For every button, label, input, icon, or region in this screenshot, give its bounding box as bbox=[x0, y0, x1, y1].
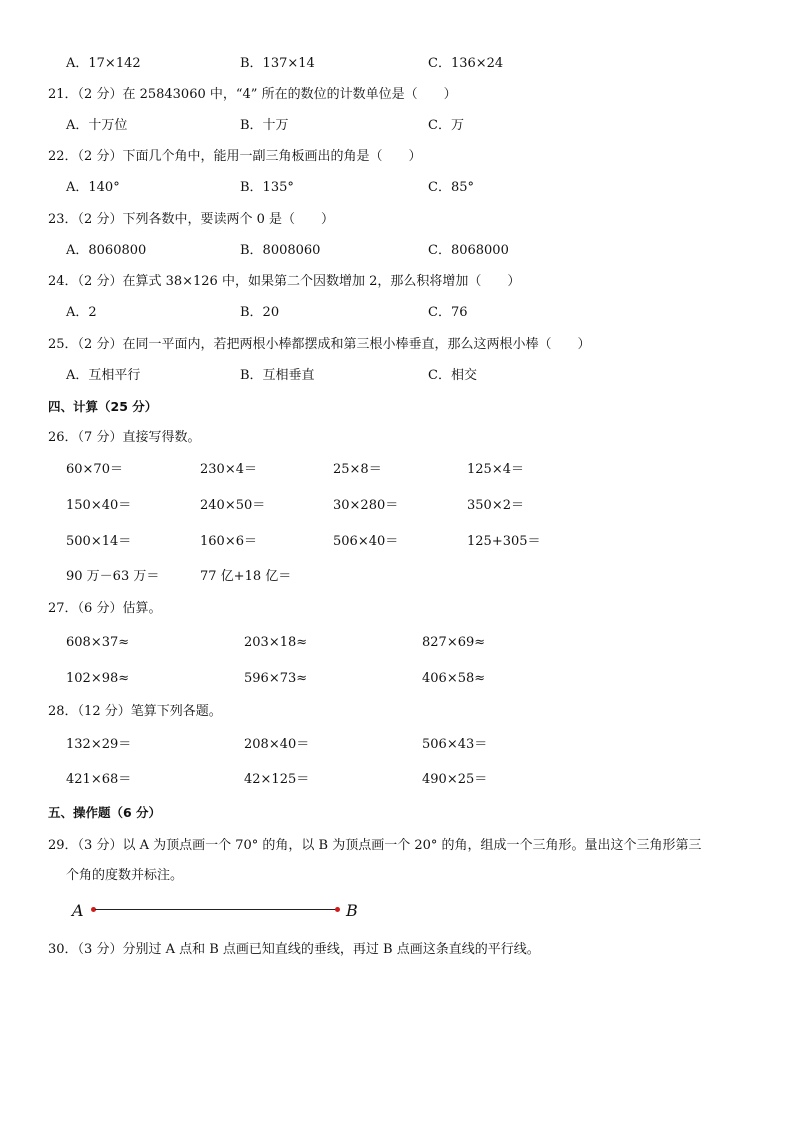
q26-item: 350×2＝ bbox=[467, 498, 524, 513]
q28-stem: 28．（12 分）笔算下列各题。 bbox=[48, 704, 222, 719]
q27-stem: 27．（6 分）估算。 bbox=[48, 601, 162, 616]
q28-item: 42×125＝ bbox=[244, 772, 310, 787]
q26-item: 160×6＝ bbox=[200, 534, 257, 549]
q26-item: 150×40＝ bbox=[66, 498, 132, 513]
q29-stem-line1: 29．（3 分）以 A 为顶点画一个 70° 的角，以 B 为顶点画一个 20° 的角，组成一个三角形。量出这个三角形第三 bbox=[48, 838, 702, 853]
q24-option-c: C．76 bbox=[428, 305, 468, 320]
q26-item: 230×4＝ bbox=[200, 462, 257, 477]
section-heading-operation: 五、操作题（6 分） bbox=[48, 805, 162, 820]
q28-item: 132×29＝ bbox=[66, 737, 132, 752]
q27-item: 827×69≈ bbox=[422, 635, 486, 650]
q21-option-b: B．十万 bbox=[240, 118, 289, 133]
q27-item: 608×37≈ bbox=[66, 635, 130, 650]
q24-option-b: B．20 bbox=[240, 305, 280, 320]
q24-stem: 24．（2 分）在算式 38×126 中，如果第二个因数增加 2，那么积将增加（ ） bbox=[48, 274, 521, 289]
q25-option-a: A．互相平行 bbox=[66, 368, 141, 383]
q29-stem-line2: 个角的度数并标注。 bbox=[66, 868, 184, 883]
q26-item: 30×280＝ bbox=[333, 498, 399, 513]
q22-option-c: C．85° bbox=[428, 180, 474, 195]
q22-stem: 22．（2 分）下面几个角中，能用一副三角板画出的角是（ ） bbox=[48, 149, 422, 164]
point-b-dot bbox=[335, 907, 340, 912]
q23-option-b: B．8008060 bbox=[240, 243, 321, 258]
q20-option-c: C．136×24 bbox=[428, 56, 504, 71]
q25-option-b: B．互相垂直 bbox=[240, 368, 315, 383]
q27-item: 596×73≈ bbox=[244, 671, 308, 686]
q23-option-a: A．8060800 bbox=[66, 243, 147, 258]
q26-item: 90 万－63 万＝ bbox=[66, 569, 160, 584]
q27-item: 406×58≈ bbox=[422, 671, 486, 686]
q26-item: 60×70＝ bbox=[66, 462, 123, 477]
q28-item: 490×25＝ bbox=[422, 772, 488, 787]
q25-option-c: C．相交 bbox=[428, 368, 477, 383]
point-a-label: A bbox=[72, 901, 84, 920]
q26-item: 500×14＝ bbox=[66, 534, 132, 549]
q24-option-a: A．2 bbox=[66, 305, 97, 320]
q28-item: 421×68＝ bbox=[66, 772, 132, 787]
section-heading-calculation: 四、计算（25 分） bbox=[48, 399, 158, 414]
q26-item: 125+305＝ bbox=[467, 534, 541, 549]
q26-item: 125×4＝ bbox=[467, 462, 524, 477]
point-b-label: B bbox=[346, 901, 358, 920]
q25-stem: 25．（2 分）在同一平面内，若把两根小棒都摆成和第三根小棒垂直，那么这两根小棒（ ） bbox=[48, 337, 591, 352]
q21-stem: 21．（2 分）在 25843060 中，“4” 所在的数位的计数单位是（ ） bbox=[48, 87, 457, 102]
q23-option-c: C．8068000 bbox=[428, 243, 509, 258]
q26-item: 506×40＝ bbox=[333, 534, 399, 549]
segment-ab bbox=[95, 909, 337, 910]
q28-item: 208×40＝ bbox=[244, 737, 310, 752]
q26-stem: 26．（7 分）直接写得数。 bbox=[48, 430, 201, 445]
q21-option-c: C．万 bbox=[428, 118, 464, 133]
q20-option-a: A．17×142 bbox=[66, 56, 141, 71]
q26-item: 25×8＝ bbox=[333, 462, 382, 477]
q26-item: 240×50＝ bbox=[200, 498, 266, 513]
q27-item: 203×18≈ bbox=[244, 635, 308, 650]
q22-option-b: B．135° bbox=[240, 180, 294, 195]
q30-stem: 30．（3 分）分别过 A 点和 B 点画已知直线的垂线，再过 B 点画这条直线的平行线。 bbox=[48, 942, 540, 957]
q27-item: 102×98≈ bbox=[66, 671, 130, 686]
q21-option-a: A．十万位 bbox=[66, 118, 128, 133]
q20-option-b: B．137×14 bbox=[240, 56, 315, 71]
q26-item: 77 亿+18 亿＝ bbox=[200, 569, 292, 584]
q22-option-a: A．140° bbox=[66, 180, 120, 195]
q23-stem: 23．（2 分）下列各数中，要读两个 0 是（ ） bbox=[48, 212, 334, 227]
q28-item: 506×43＝ bbox=[422, 737, 488, 752]
